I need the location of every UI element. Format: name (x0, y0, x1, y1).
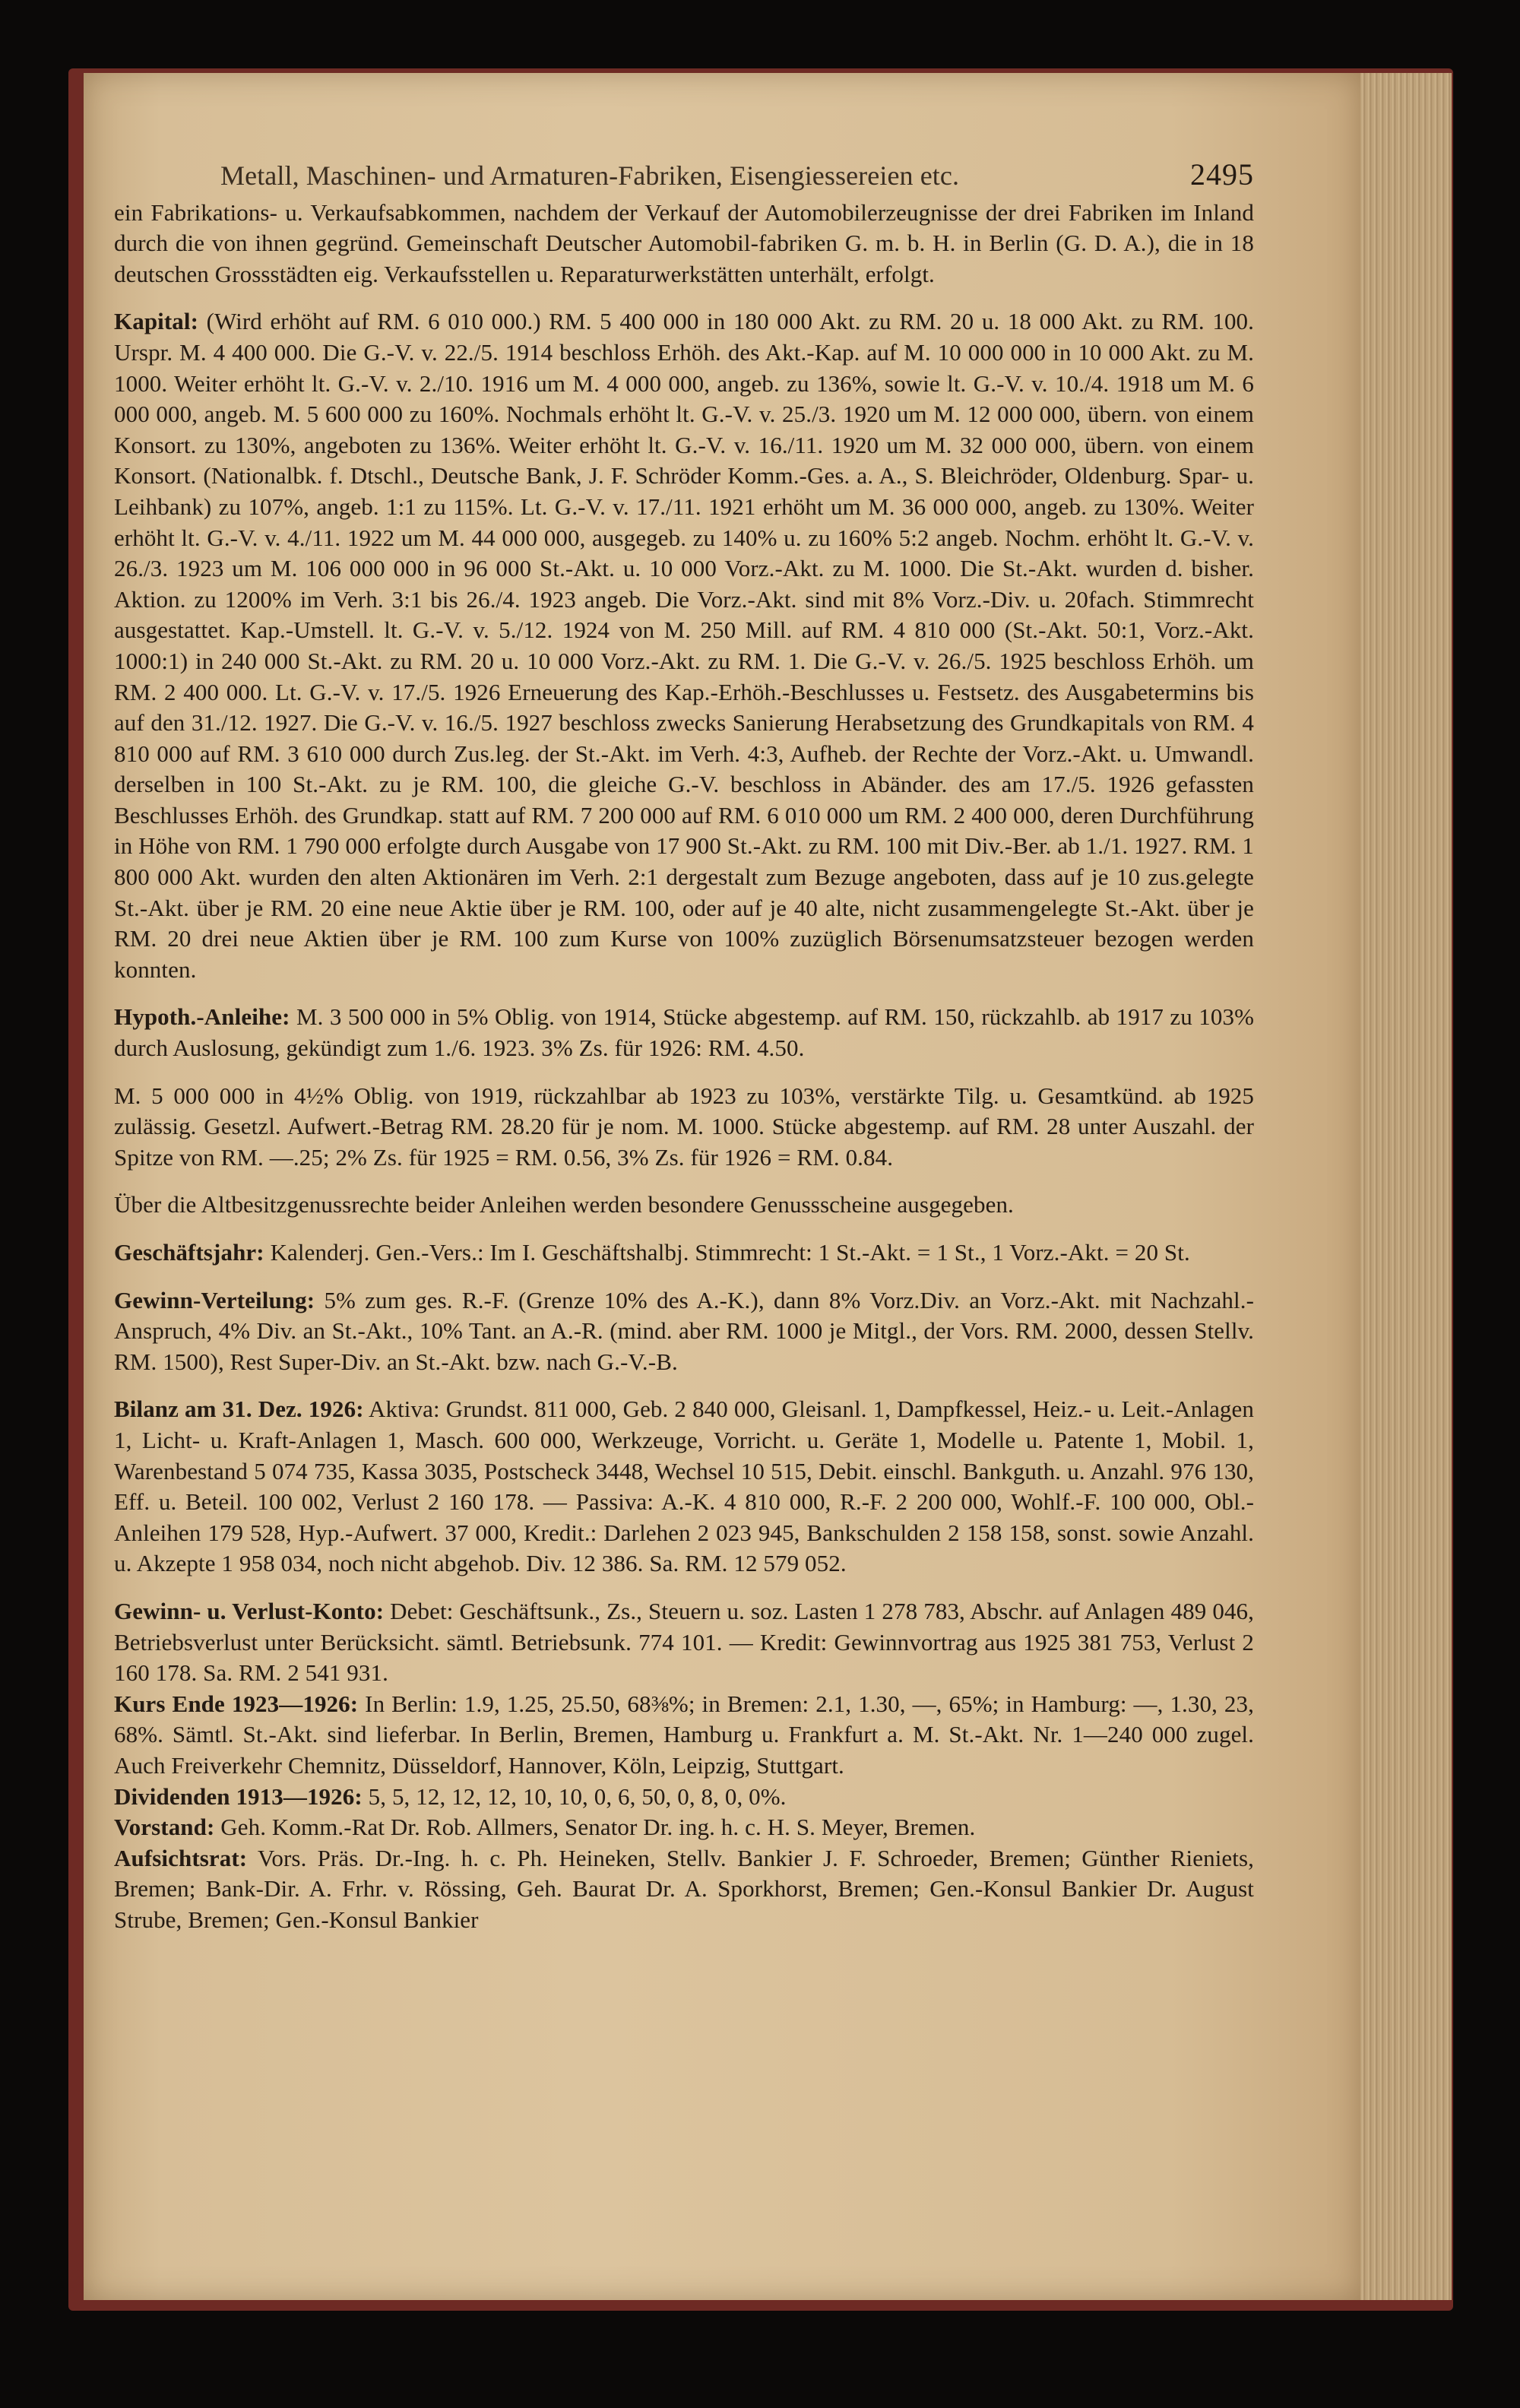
paragraph-lead: Kurs Ende 1923—1926: (114, 1690, 359, 1717)
paragraph-aufsichtsrat (114, 1843, 1254, 1936)
paragraph-genussrechte (114, 1190, 1254, 1221)
paragraph-body: Geh. Komm.-Rat Dr. Rob. Allmers, Senator Dr. ing. h. c. H. S. Meyer, Bremen. (220, 1814, 976, 1841)
paragraph-body: Aktiva: Grundst. 811 000, Geb. 2 840 000, Gleisanl. 1, Dampfkessel, Heiz.- u. Leit.-Anlagen 1, Licht- u. Kraft-Anlagen 1, Masch. 600 000, Werkzeuge, Vorricht. u. Geräte 1, Modelle u. Patente 1, Mobil. 1, Warenbestand 5 074 735, Kassa 3035, Postscheck 3448, Wechsel 10 515, Debit. einschl. Bankguth. u. Anzahl. 976 130, Eff. u. Beteil. 100 002, Verlust 2 160 178. — Passiva: A.-K. 4 810 000, R.-F. 2 200 000, Wohlf.-F. 100 000, Obl.-Anleihen 179 528, Hyp.-Aufwert. 37 000, Kredit.: Darlehen 2 023 945, Bankschulden 2 158 158, sonst. sowie Anzahl. u. Akzepte 1 958 034, noch nicht abgehob. Div. 12 386. Sa. RM. 12 579 052. (114, 1396, 1254, 1577)
page-text (114, 157, 1255, 1935)
paragraph-body: Vors. Präs. Dr.-Ing. h. c. Ph. Heineken, Stellv. Bankier J. F. Schroeder, Bremen; Günther Rieniets, Bremen; Bank-Dir. A. Frhr. v. Rössing, Geh. Baurat Dr. A. Sporkhorst, Bremen; Gen.-Konsul Bankier Dr. August Strube, Bremen; Gen.-Konsul Bankier (114, 1844, 1254, 1933)
paragraph-lead: Bilanz am 31. Dez. 1926: (114, 1396, 364, 1423)
paragraph-anleihe-1919 (114, 1081, 1254, 1174)
paragraph-body: Über die Altbesitzgenussrechte beider Anleihen werden besondere Genussscheine ausgegeben. (114, 1191, 1014, 1218)
paragraph-body: Debet: Geschäftsunk., Zs., Steuern u. soz. Lasten 1 278 783, Abschr. auf Anlagen 489 046, Betriebsverlust unter Berücksicht. sämtl. Betriebsunk. 774 101. — Kredit: Gewinnvortrag aus 1925 381 753, Verlust 2 160 178. Sa. RM. 2 541 931. (114, 1597, 1254, 1687)
page-stack-edge (1360, 73, 1452, 2300)
paragraph-lead: Gewinn- u. Verlust-Konto: (114, 1597, 385, 1624)
paragraph-geschaeftsjahr (114, 1237, 1254, 1269)
page-number: 2495 (1190, 157, 1254, 192)
paragraph-body: Kalenderj. Gen.-Vers.: Im I. Geschäftshalbj. Stimmrecht: 1 St.-Akt. = 1 St., 1 Vorz.-Akt. = 20 St. (270, 1239, 1190, 1266)
paragraph-body: In Berlin: 1.9, 1.25, 25.50, 68⅜%; in Bremen: 2.1, 1.30, —, 65%; in Hamburg: —, 1.30, 23, 68%. Sämtl. St.-Akt. sind lieferbar. In Berlin, Bremen, Hamburg u. Frankfurt a. M. St.-Akt. Nr. 1—240 000 zugel. Auch Freiverkehr Chemnitz, Düsseldorf, Hannover, Köln, Leipzig, Stuttgart. (114, 1690, 1254, 1779)
paragraph-body: (Wird erhöht auf RM. 6 010 000.) RM. 5 400 000 in 180 000 Akt. zu RM. 20 u. 18 000 Akt. zu RM. 100. Urspr. M. 4 400 000. Die G.-V. v. 22./5. 1914 beschloss Erhöh. des Akt.-Kap. auf M. 10 000 000 in 10 000 Akt. zu M. 1000. Weiter erhöht lt. G.-V. v. 2./10. 1916 um M. 4 000 000, angeb. zu 136%, sowie lt. G.-V. v. 10./4. 1918 um M. 6 000 000, angeb. M. 5 600 000 zu 160%. Nochmals erhöht lt. G.-V. v. 25./3. 1920 um M. 12 000 000, übern. von einem Konsort. zu 130%, angeboten zu 136%. Weiter erhöht lt. G.-V. v. 16./11. 1920 um M. 32 000 000, übern. von einem Konsort. (Nationalbk. f. Dtschl., Deutsche Bank, J. F. Schröder Komm.-Ges. a. A., S. Bleichröder, Oldenburg. Spar- u. Leihbank) zu 107%, angeb. 1:1 zu 115%. Lt. G.-V. v. 17./11. 1921 erhöht um M. 36 000 000, angeb. zu 130%. Weiter erhöht lt. G.-V. v. 4./11. 1922 um M. 44 000 000, ausgegeb. zu 140% u. zu 160% 5:2 angeb. Nochm. erhöht lt. G.-V. v. 26./3. 1923 um M. 106 000 000 in 96 000 St.-Akt. u. 10 000 Vorz.-Akt. zu M. 1000. Die St.-Akt. wurden d. bisher. Aktion. zu 1200% im Verh. 3:1 bis 26./4. 1923 angeb. Die Vorz.-Akt. sind mit 8% Vorz.-Div. u. 20fach. Stimmrecht ausgestattet. Kap.-Umstell. lt. G.-V. v. 5./12. 1924 von M. 250 Mill. auf RM. 4 810 000 (St.-Akt. 50:1, Vorz.-Akt. 1000:1) in 240 000 St.-Akt. zu RM. 20 u. 10 000 Vorz.-Akt. zu RM. 1. Die G.-V. v. 26./5. 1925 beschloss Erhöh. um RM. 2 400 000. Lt. G.-V. v. 17./5. 1926 Erneuerung des Kap.-Erhöh.-Beschlusses u. Festsetz. des Ausgabetermins bis auf den 31./12. 1927. Die G.-V. v. 16./5. 1927 beschloss zwecks Sanierung Herabsetzung des Grundkapitals von RM. 4 810 000 auf RM. 3 610 000 durch Zus.leg. der St.-Akt. im Verh. 4:3, Aufheb. der Rechte der Vorz.-Akt. u. Umwandl. derselben in 100 St.-Akt. zu je RM. 100, die gleiche G.-V. beschloss in Abänder. des am 17./5. 1926 gefassten Beschlusses Erhöh. des Grundkap. statt auf RM. 7 200 000 auf RM. 6 010 000 um RM. 2 400 000, deren Durchführung in Höhe von RM. 1 790 000 erfolgte durch Ausgabe von 17 900 St.-Akt. zu RM. 100 mit Div.-Ber. ab 1./1. 1927. RM. 1 800 000 Akt. wurden den alten Aktionären im Verh. 2:1 dergestalt zum Bezuge angeboten, dass auf je 10 zus.gelegte St.-Akt. über je RM. 20 eine neue Aktie über je RM. 100, oder auf je 40 alte, nicht zusammengelegte St.-Akt. über je RM. 20 drei neue Aktien über je RM. 100 zum Kurse von 100% zuzüglich Börsenumsatzsteuer bezogen werden konnten. (114, 308, 1255, 983)
paragraph-dividenden (114, 1782, 1254, 1813)
paragraph-kurs (114, 1689, 1254, 1782)
paragraph-body: M. 5 000 000 in 4½% Oblig. von 1919, rückzahlbar ab 1923 zu 103%, verstärkte Tilg. u. Gesamtkünd. ab 1925 zulässig. Gesetzl. Aufwert.-Betrag RM. 28.20 für je nom. M. 1000. Stücke abgestemp. auf RM. 28 unter Auszahl. der Spitze von RM. —.25; 2% Zs. für 1925 = RM. 0.56, 3% Zs. für 1926 = RM. 0.84. (114, 1082, 1254, 1171)
running-header (114, 157, 1254, 192)
running-title: Metall, Maschinen- und Armaturen-Fabriken, Eisengiessereien etc. (220, 160, 960, 191)
paragraph-intro (114, 198, 1254, 290)
paragraph-lead: Geschäftsjahr: (114, 1239, 264, 1266)
paragraph-body: 5% zum ges. R.-F. (Grenze 10% des A.-K.), dann 8% Vorz.Div. an Vorz.-Akt. mit Nachzahl.-Anspruch, 4% Div. an St.-Akt., 10% Tant. an A.-R. (mind. aber RM. 1000 je Mitgl., der Vors. RM. 2000, dessen Stellv. RM. 1500), Rest Super-Div. an St.-Akt. bzw. nach G.-V.-B. (114, 1286, 1254, 1375)
paragraph-lead: Aufsichtsrat: (114, 1844, 248, 1871)
paragraph-bilanz (114, 1394, 1254, 1579)
paragraph-gewinn-verteilung (114, 1285, 1254, 1378)
paragraph-hypoth-anleihe (114, 1002, 1254, 1063)
paragraph-lead: Dividenden 1913—1926: (114, 1782, 363, 1810)
paragraph-lead: Vorstand: (114, 1814, 215, 1841)
paragraph-vorstand (114, 1812, 1254, 1843)
paragraph-body: M. 3 500 000 in 5% Oblig. von 1914, Stücke abgestemp. auf RM. 150, rückzahlb. ab 1917 zu 103% durch Auslosung, gekündigt zum 1./6. 1923. 3% Zs. für 1926: RM. 4.50. (114, 1003, 1254, 1062)
paragraph-lead: Kapital: (114, 308, 199, 335)
paragraph-lead: Hypoth.-Anleihe: (114, 1003, 290, 1031)
paragraph-kapital (114, 306, 1254, 985)
paragraph-body: 5, 5, 12, 12, 12, 10, 10, 0, 6, 50, 0, 8, 0, 0%. (368, 1782, 787, 1810)
paragraph-gewinn-verlust-konto (114, 1596, 1254, 1689)
paragraph-lead: Gewinn-Verteilung: (114, 1286, 315, 1313)
paragraph-body: ein Fabrikations- u. Verkaufsabkommen, nachdem der Verkauf der Automobilerzeugnisse der drei Fabriken im Inland durch die von ihnen gegründ. Gemeinschaft Deutscher Automobil-fabriken G. m. b. H. in Berlin (G. D. A.), die in 18 deutschen Grossstädten eig. Verkaufsstellen u. Reparaturwerkstätten unterhält, erfolgt. (114, 198, 1254, 287)
